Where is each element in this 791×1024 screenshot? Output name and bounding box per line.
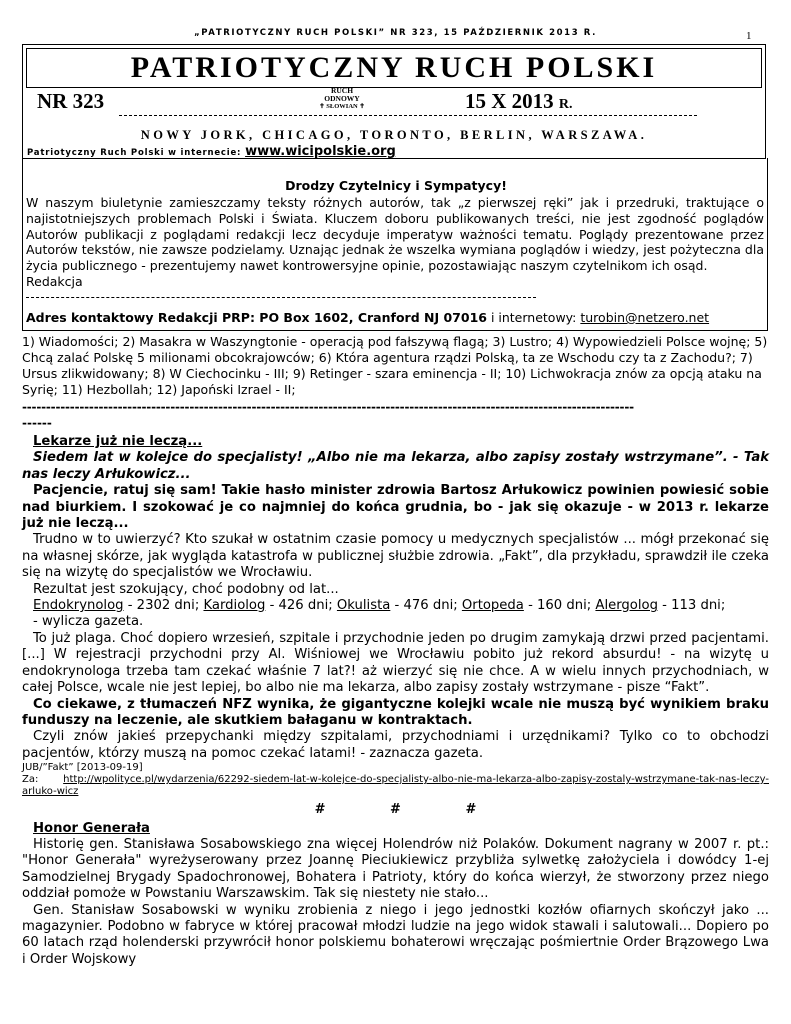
online-label: Patriotyczny Ruch Polski w internecie:: [27, 148, 242, 158]
section-separator: --------------------------------------------------------------------------------------------------------------------------------: [22, 400, 634, 414]
editorial-body: W naszym biuletynie zamieszczamy teksty różnych autorów, tak „z pierwszej ręki” jak i przedruki, traktujące o najistotniejszych problemach Polski i Świata. Kluczem doboru publikowanych treści, nie jest zgodność poglądów Autorów publikacji z poglądami redakcji lecz decyduje imperatyw ważności tematu. Poglądy prezentowane przez Autorów tekstów, nie zawsze podzielamy. Uznając jednak że wszelka wymiana poglądów i wiedzy, jest pożyteczna dla życia publicznego - prezentujemy nawet kontrowersyjne opinie, pozostawiając naszym czytelnikom ich osąd.: [26, 195, 764, 274]
logo-text-top: RUCH ODNOWY: [324, 86, 360, 103]
article-paragraph: Rezultat jest szokujący, choć podobny od lat...: [33, 581, 339, 597]
source-link[interactable]: http://wpolityce.pl/wydarzenia/62292-siedem-lat-w-kolejce-do-specjalisty-albo-nie-ma-lekarza-albo-zapisy-zostaly-wstrzymane-tak-nas-leczy-arluko-wicz: [22, 774, 769, 798]
article-paragraph: Czyli znów jakieś przepychanki między szpitalami, przychodniami i urzędnikami? Tylko co to obchodzi pacjentów, którzy muszą na pomoc czekać latami! - zaznacza gazeta.: [22, 729, 769, 761]
article-divider: # # #: [314, 802, 507, 818]
article-paragraph: To już plaga. Choć dopiero wrzesień, szpitale i przychodnie jeden po drugim zamykają drzwi przed pacjentami. [...] W rejestracji przychodni przy Al. Wiśniowej we Wrocławiu pobito już rekord absurdu! - na wizytę u endokrynologa trzeba tam czekać właśnie 7 lat?! aż wierzyć się nie chce. A w wielu innych przychodniach, w całej Polsce, wcale nie jest lepiej, bo albo nie ma lekarza, albo zapisy zostały wstrzymane - pisze “Fakt”.: [22, 630, 769, 696]
article-source: JUB/”Fakt” [2013-09-19]: [22, 762, 143, 774]
wait-specialist: Okulista: [336, 598, 391, 614]
logo-cross-icon: ✝ SŁOWIAN ✝: [319, 103, 365, 110]
masthead: [22, 44, 766, 159]
wait-time: - 113 dni;: [657, 598, 726, 614]
newsletter-title: PATRIOTYCZNY RUCH POLSKI: [26, 48, 762, 88]
masthead-divider: [119, 115, 697, 116]
wait-time: - 2302 dni;: [123, 598, 204, 614]
wait-specialist: Kardiolog: [203, 598, 266, 614]
article-paragraph: Gen. Stanisław Sosabowski w wyniku zrobienia z niego i jego jednostki kozłów ofiarnych skończył jako ... magazynier. Podobno w fabryce w której pracował młodzi ludzie na jego widok stawali i salutowali... Dopiero po 60 latach rząd holenderski przywrócił honor polskiemu bohaterowi wręczając pośmiertnie Order Brązowego Lwa i Order Wojskowy: [22, 902, 769, 967]
contact-label: Adres kontaktowy Redakcji PRP: [26, 310, 250, 325]
article-paragraph: Trudno w to uwierzyć? Kto szukał w ostatnim czasie pomocy u medycznych specjalistów ... mógł przekonać się na własnej skórze, jak wygląda katastrofa w publicznej służbie zdrowia. „Fakt”, dla przykładu, sprawdził ile czeka się na wizytę do specjalistów we Wrocławiu.: [22, 532, 769, 581]
editorial-heading: Drodzy Czytelnicy i Sympatycy!: [285, 178, 507, 193]
table-of-contents: 1) Wiadomości; 2) Masakra w Waszyngtonie - operacją pod fałszywą flagą; 3) Lustro; 4) Wypowiedzieli Polsce wojnę; 5) Chcą zalać Polskę 5 milionami obcokrajowców; 6) Która agentura rządzi Polską, ta ze Wschodu czy ta z Zachodu?; 7) Ursus zlikwidowany; 8) W Ciechocinku - III; 9) Retinger - szara eminencja - II; 10) Lichwokracja znów za opcją ataku na Syrię; 11) Hezbollah; 12) Japoński Izrael - II;: [22, 334, 768, 397]
issue-date-value: 15 X 2013: [465, 89, 554, 113]
editorial-box: [22, 158, 768, 331]
wait-time: - 160 dni;: [523, 598, 596, 614]
issue-date-suffix: R.: [558, 97, 573, 112]
article-source-link-line: [22, 774, 769, 798]
editorial-divider: [26, 297, 536, 298]
online-line: [27, 144, 396, 159]
article-paragraph: Historię gen. Stanisława Sosabowskiego zna więcej Holendrów niż Polaków. Dokument nagrany w 2007 r. pt.: "Honor Generała" wyreżyserowany przez Joannę Pieciukiewicz przybliża sylwetkę założyciela i dowódcy 1-ej Samodzielnej Brygady Spadochronowej, Bohatera i Patrioty, który do końca wierzył, że stworzony przez niego oddział pomoże w Powstaniu Warszawskim. Tak się niestety nie stało...: [22, 836, 769, 902]
editorial-signature: Redakcja: [26, 273, 83, 289]
running-head: „PATRIOTYCZNY RUCH POLSKI” NR 323, 15 PAŹDZIERNIK 2013 R.: [194, 28, 597, 38]
page-number: 1: [746, 30, 752, 42]
issue-number: NR 323: [37, 89, 105, 113]
ruch-odnowy-logo: [319, 87, 365, 115]
issue-date: [465, 89, 573, 114]
wait-time: - 476 dni;: [390, 598, 462, 614]
article-paragraph-bold: Co ciekawe, z tłumaczeń NFZ wynika, że gigantyczne kolejki wcale nie muszą być wynikiem braku funduszy na leczenie, ale skutkiem bałaganu w kontraktach.: [22, 696, 769, 728]
wait-times-tail: - wylicza gazeta.: [33, 614, 144, 630]
wait-specialist: Endokrynolog: [33, 598, 124, 614]
editorial-text: [26, 195, 764, 290]
article-title: Lekarze już nie leczą...: [33, 434, 203, 449]
wait-time: - 426 dni;: [265, 598, 337, 614]
website-link[interactable]: www.wicipolskie.org: [245, 144, 396, 159]
article-title: Honor Generała: [33, 820, 150, 836]
contact-address: : PO Box 1602, Cranford NJ 07016: [249, 310, 487, 325]
wait-specialist: Ortopeda: [461, 598, 524, 614]
contact-email-link[interactable]: turobin@netzero.net: [580, 310, 710, 325]
contact-online: i internetowy:: [486, 310, 581, 325]
wait-specialist: Alergolog: [595, 598, 658, 614]
article-lead-italic: Siedem lat w kolejce do specjalisty! „Albo nie ma lekarza, albo zapisy zostały wstrzymane”. - Tak nas leczy Arłukowicz...: [22, 450, 769, 482]
wait-times-list: [22, 598, 769, 614]
section-separator-tail: ------: [22, 416, 52, 430]
cities-line: NOWY JORK, CHICAGO, TORONTO, BERLIN, WARSZAWA.: [140, 128, 648, 142]
source-label: Za:: [22, 774, 39, 786]
logo-text-bottom: SŁOWIAN: [326, 103, 358, 110]
article-lekarze: [22, 434, 769, 968]
article-lead-bold: Pacjencie, ratuj się sam! Takie hasło minister zdrowia Bartosz Arłukowicz powinien powiesić sobie nad biurkiem. I szokować je co najmniej do końca grudnia, bo - jak się okazuje - w 2013 r. lekarze już nie leczą...: [22, 483, 769, 532]
contact-line: [26, 310, 709, 325]
